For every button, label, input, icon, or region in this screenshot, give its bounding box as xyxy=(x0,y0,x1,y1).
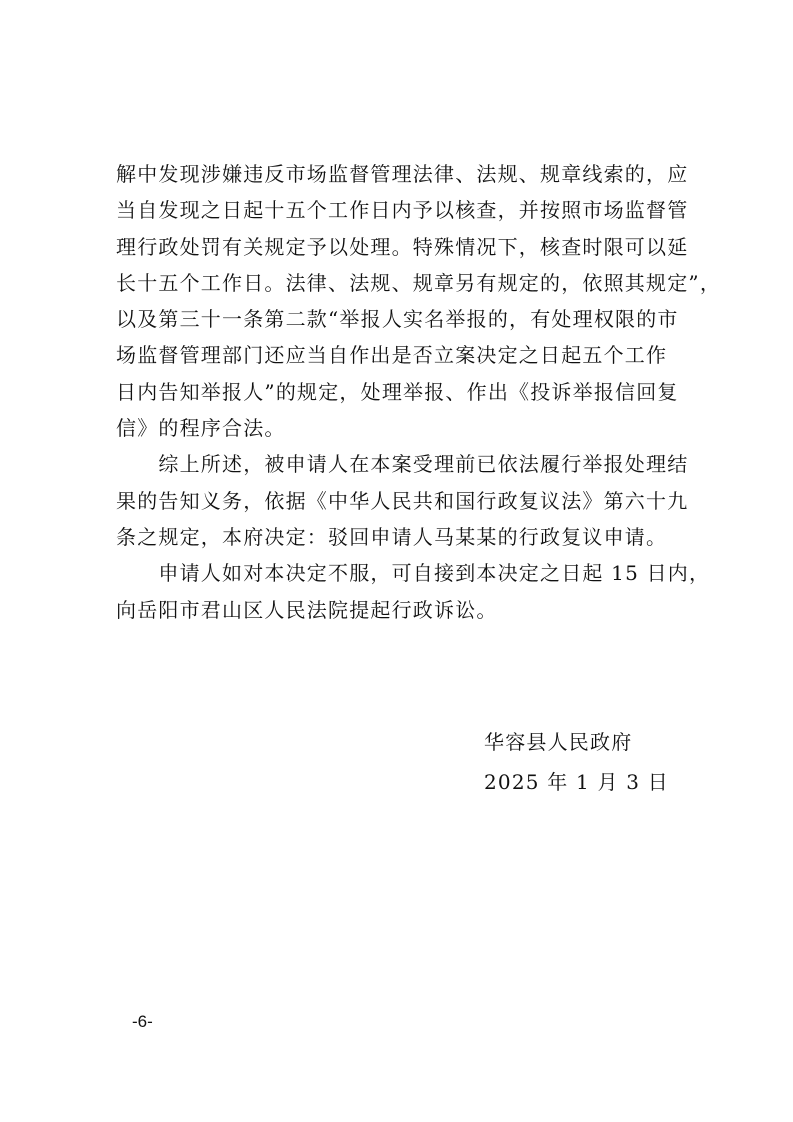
text-line: 条之规定，本府决定：驳回申请人马某某的行政复议申请。 xyxy=(116,524,668,549)
text-line: 日内告知举报人”的规定，处理举报、作出《投诉举报信回复 xyxy=(116,379,679,404)
text-line: 申请人如对本决定不服，可自接到本决定之日起 15 日内， xyxy=(116,561,711,586)
issuing-organization: 华容县人民政府 xyxy=(484,730,633,754)
text-line: 理行政处罚有关规定予以处理。特殊情况下，核查时限可以延 xyxy=(116,234,689,259)
text-line: 解中发现涉嫌违反市场监督管理法律、法规、规章线索的，应 xyxy=(116,162,689,186)
body-text xyxy=(116,156,722,628)
page-number: -6- xyxy=(132,1012,153,1031)
text-line: 综上所述，被申请人在本案受理前已依法履行举报处理结 xyxy=(116,452,689,477)
signature-block xyxy=(484,722,669,802)
text-line: 场监督管理部门还应当自作出是否立案决定之日起五个工作 xyxy=(116,343,668,368)
text-line: 果的告知义务，依据《中华人民共和国行政复议法》第六十九 xyxy=(116,488,689,513)
text-line: 向岳阳市君山区人民法院提起行政诉讼。 xyxy=(116,597,498,622)
issue-date: 2025 年 1 月 3 日 xyxy=(484,770,669,794)
text-line: 当自发现之日起十五个工作日内予以核查，并按照市场监督管 xyxy=(116,198,689,223)
text-line: 信》的程序合法。 xyxy=(116,416,286,441)
text-line: 以及第三十一条第二款“举报人实名举报的，有处理权限的市 xyxy=(116,307,679,332)
text-line: 长十五个工作日。法律、法规、规章另有规定的，依照其规定”， xyxy=(116,270,722,295)
